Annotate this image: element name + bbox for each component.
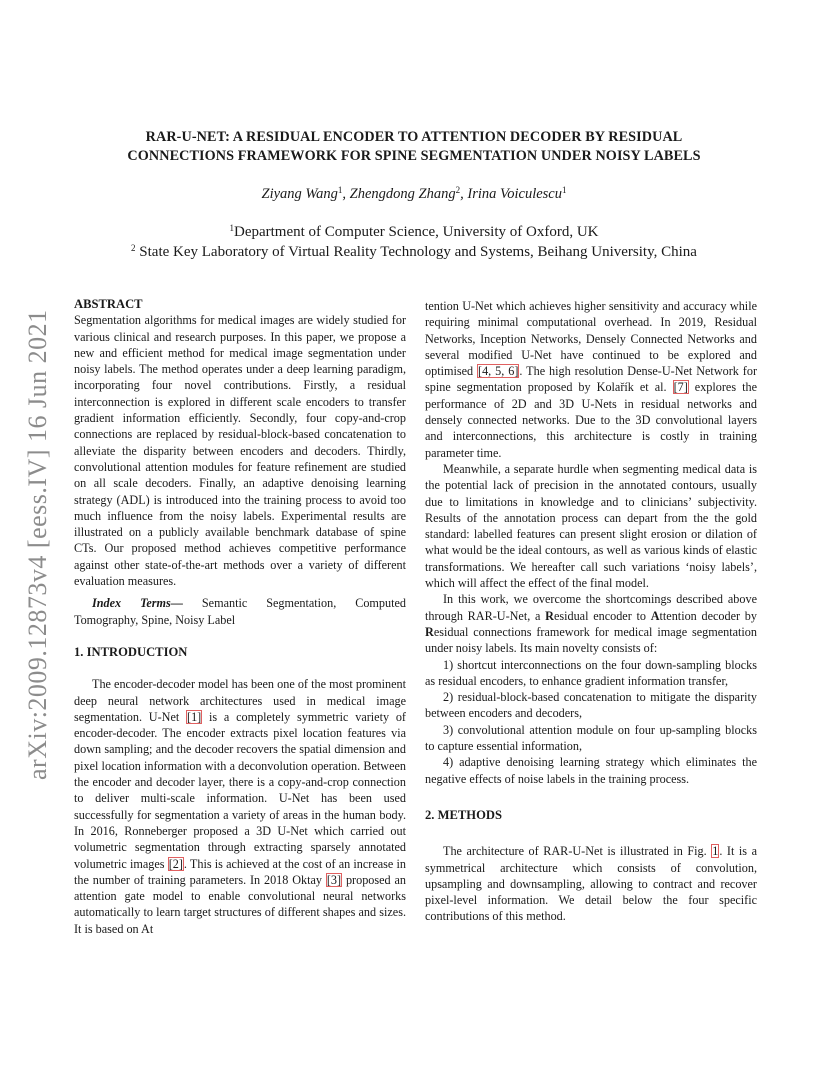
- text-run: explores the performance of 2D and 3D U-Nets in residual networks and densely connected networks. Due to the 3D convolutional layers and interconnections, this architecture is costly in training parameter time.: [425, 380, 757, 460]
- arxiv-identifier: arXiv:2009.12873v4 [eess.IV] 16 Jun 2021: [23, 309, 52, 780]
- title-line-2: CONNECTIONS FRAMEWORK FOR SPINE SEGMENTATION UNDER NOISY LABELS: [127, 148, 701, 164]
- figure-link[interactable]: 1: [712, 844, 719, 859]
- abstract-heading: ABSTRACT: [74, 297, 143, 311]
- affiliation-2: [80, 244, 748, 261]
- bold-letter: A: [650, 608, 660, 623]
- affiliation-text: State Key Laboratory of Virtual Reality Technology and Systems, Beihang University, China: [135, 244, 697, 260]
- author-name: Zhengdong Zhang: [349, 186, 456, 202]
- contribution-item: 1) shortcut interconnections on the four down-sampling blocks as residual encoders, to enhance gradient information transfer,: [425, 657, 757, 688]
- citation-link[interactable]: [3]: [326, 872, 342, 887]
- author-affil-mark: 2: [455, 185, 461, 195]
- noisy-labels-paragraph: Meanwhile, a separate hurdle when segmenting medical data is the potential lack of precision in the annotated contours, usually due to limitations in knowledge and to clinicians’ subjectivity. Results of the annotation process can depart from the the gold standard: labelled features can present slight erosion or dilation of what would be the ideal contours, as well as various kinds of elastic transformations. We hereafter call such variations ‘noisy labels’, which will affect the effect of the final model.: [425, 461, 757, 591]
- text-run: . It is a symmetrical architecture which consists of convolution, upsampling and downsampling, allowing to contract and recover pixel-level information. We detail below the four specific contributions of this method.: [425, 844, 758, 924]
- text-run: . The high resolution Dense-U-Net Network for spine segmentation proposed by Kolařík et al.: [425, 364, 758, 395]
- text-run: is a completely symmetric variety of encoder-decoder. The encoder extracts pixel location features via down sampling; and the decoder recovers the spatial dimension and pixel location information with a deconvolution operation. Between the encoder and decoder layer, there is a copy-and-crop connection to deliver multi-scale information. U-Net has been used successfully for segmentation a variety of areas in the human body. In 2016, Ronneberger proposed a 3D U-Net which carried out volumetric segmentation through extracting sparsely annotated volumetric images: [74, 709, 406, 871]
- text-run: proposed an attention gate model to enable convolutional neural networks automatically to learn target structures of different shapes and sizes. It is based on At: [74, 872, 406, 936]
- contribution-item: 2) residual-block-based concatenation to mitigate the disparity between encoders and decoders,: [425, 690, 757, 721]
- text-run: In this work, we overcome the shortcomings described above through RAR-U-Net, a: [425, 592, 757, 623]
- author-affil-mark: 1: [337, 185, 343, 195]
- contribution-intro-paragraph: [425, 591, 757, 656]
- intro-continued-paragraph: [425, 298, 757, 461]
- author-name: Ziyang Wang: [261, 186, 338, 202]
- bold-letter: R: [425, 624, 434, 639]
- affiliation-text: Department of Computer Science, University of Oxford, UK: [234, 224, 599, 240]
- text-run: The encoder-decoder model has been one of the most prominent deep neural network architectures used in medical image segmentation. U-Net: [74, 677, 406, 724]
- affil-mark: 2: [131, 243, 136, 253]
- author-name: Irina Voiculescu: [467, 186, 562, 202]
- intro-paragraph: [74, 676, 406, 937]
- text-run: . This is achieved at the cost of an increase in the number of training parameters. In 2018 Oktay: [74, 856, 406, 887]
- citation-link[interactable]: [2]: [168, 856, 183, 871]
- methods-paragraph: [425, 843, 757, 924]
- text-run: ttention decoder by: [659, 608, 757, 623]
- text-run: esidual connections framework for medical image segmentation under noisy labels. Its main novelty consists of:: [425, 624, 757, 656]
- bold-letter: R: [545, 608, 554, 623]
- left-column: [74, 296, 406, 937]
- right-column: [425, 298, 757, 925]
- author-list: Ziyang Wang$^1$, Zhengdong Zhang$^2$, Irina Voiculescu$^1$: [261, 185, 567, 202]
- index-terms-text: Semantic Segmentation, Computed Tomography, Spine, Noisy Label: [74, 596, 406, 627]
- text-run: The architecture of RAR-U-Net is illustrated in Fig.: [443, 844, 712, 859]
- methods-heading: 2. METHODS: [425, 807, 502, 822]
- paper-title: [80, 128, 748, 166]
- text-run: tention U-Net which achieves higher sensitivity and accuracy while requiring minimal computational overhead. In 2019, Residual Networks, Inception Networks, Densely Connected Networks and several modified U-Net have continued to be explored and optimised: [425, 299, 757, 379]
- contribution-item: 3) convolutional attention module on four up-sampling blocks to capture essential information,: [425, 722, 757, 754]
- index-terms-label: Index Terms—: [92, 596, 183, 611]
- contribution-item: 4) adaptive denoising learning strategy which eliminates the negative effects of noise labels in the training process.: [425, 755, 757, 786]
- author-affil-mark: 1: [562, 185, 567, 195]
- abstract-text: Segmentation algorithms for medical images are widely studied for various clinical and research purposes. In this paper, we propose a new and efficient method for medical image segmentation under noisy labels. The method operates under a deep learning paradigm, incorporating four novel contributions. Firstly, a residual interconnection is explored in different scale encoders to transfer gradient information efficiently. Secondly, four copy-and-crop connections are replaced by residual-block-based concatenation to alleviate the disparity between encoders and decoders. Thirdly, convolutional attention modules for feature refinement are studied on all scale decoders. Finally, an adaptive denoising learning strategy (ADL) is introduced into the training process to avoid too much influence from the noisy labels. Experimental results are illustrated on a publicly available benchmark database of spine CTs. Our proposed method achieves competitive performance against other state-of-the-art methods over a variety of different evaluation measures.: [74, 313, 406, 589]
- title-line-1: RAR-U-NET: A RESIDUAL ENCODER TO ATTENTION DECODER BY RESIDUAL: [145, 129, 683, 145]
- text-run: esidual encoder to: [553, 608, 651, 623]
- index-terms: [74, 595, 406, 628]
- affiliation-1: [80, 224, 748, 241]
- citation-link[interactable]: [7]: [673, 380, 688, 395]
- introduction-heading: 1. INTRODUCTION: [74, 644, 188, 659]
- citation-link[interactable]: [4, 5, 6]: [478, 364, 519, 379]
- citation-link[interactable]: [1]: [187, 709, 202, 724]
- affil-mark: 1: [229, 223, 234, 233]
